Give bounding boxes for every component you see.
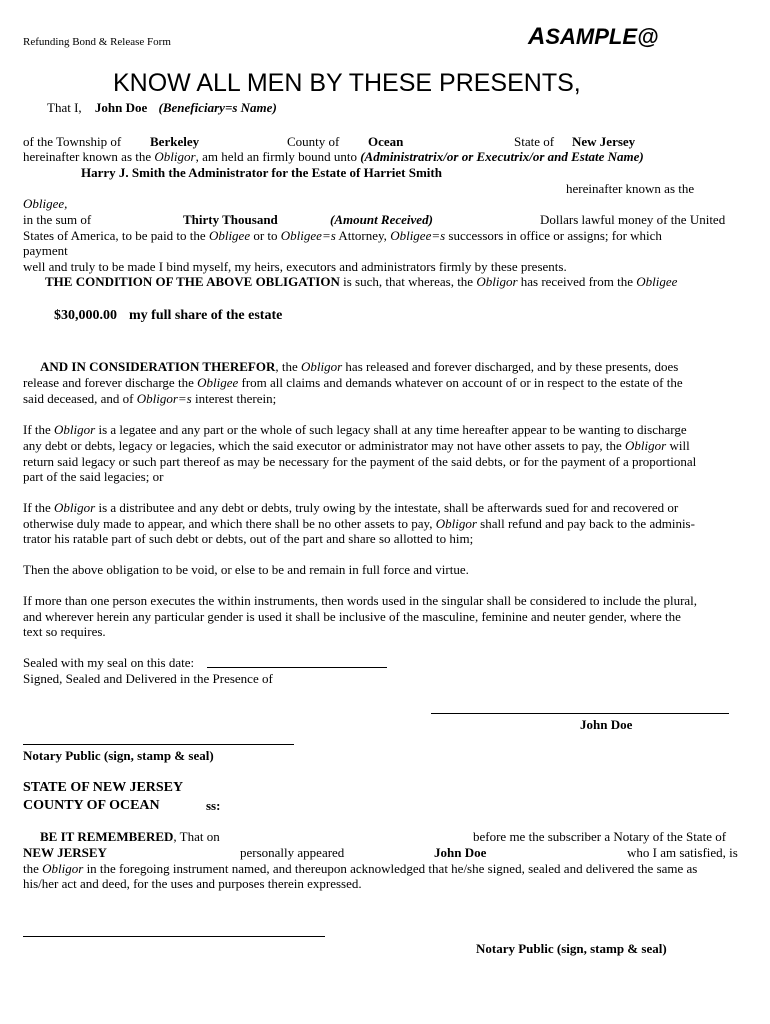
- distributee-line-3: trator his ratable part of such debt or debts, out of the part and share so allotted to him;: [23, 531, 474, 546]
- form-name: Refunding Bond & Release Form: [23, 36, 171, 48]
- beneficiary-hint: (Beneficiary=s Name): [158, 100, 277, 115]
- distributee-l2a: otherwise duly made to appear, and which there shall be no other assets to pay,: [23, 516, 436, 531]
- states-line-p1: States of America, to be paid to the: [23, 228, 209, 243]
- obligor-signature-line[interactable]: [431, 713, 729, 714]
- received-amount: $30,000.00: [54, 308, 117, 323]
- distributee-l1b: is a distributee and any debt or debts, truly owing by the intestate, shall be afterwards sued for and recovered or: [95, 500, 679, 515]
- sum-suffix: Dollars lawful money of the United: [540, 212, 726, 227]
- obligee-term: Obligee: [197, 375, 239, 390]
- consideration-p2: has released and forever discharged, and by these presents, does: [342, 359, 679, 374]
- state-value: New Jersey: [572, 134, 636, 149]
- witness-notary-label: Notary Public (sign, stamp & seal): [23, 748, 214, 763]
- received-line: [54, 308, 282, 324]
- legatee-l1b: is a legatee and any part or the whole of such legacy shall at any time hereafter appear to be wanting to discharge: [95, 422, 687, 437]
- legatee-l2b: will: [666, 438, 690, 453]
- ack-state: NEW JERSEY: [23, 845, 107, 860]
- witness-signature-line[interactable]: [23, 744, 294, 745]
- ack-heading: BE IT REMEMBERED: [40, 829, 174, 844]
- consideration-l2b: from all claims and demands whatever on account of or in respect to the estate of the: [238, 375, 683, 390]
- consideration-line-3: [23, 391, 276, 407]
- obligor-term: Obligor: [54, 500, 96, 515]
- ack-p1: , That on: [173, 829, 220, 844]
- county-label: County of: [287, 134, 340, 149]
- obligor-line-middle: , am held an firmly bound unto: [195, 149, 361, 164]
- distributee-line-2: [23, 516, 695, 532]
- legatee-l1a: If the: [23, 422, 55, 437]
- final-notary-label: Notary Public (sign, stamp & seal): [476, 941, 667, 956]
- received-description: my full share of the estate: [129, 308, 283, 323]
- administrator-name: Harry J. Smith the Administrator for the Estate of Harriet Smith: [81, 165, 442, 180]
- ack-line-4: his/her act and deed, for the uses and purposes therein expressed.: [23, 876, 362, 891]
- ack-appeared: personally appeared: [240, 845, 345, 860]
- condition-p2: has received from the: [517, 274, 637, 289]
- sum-label: in the sum of: [23, 212, 92, 227]
- venue-state: STATE OF NEW JERSEY: [23, 780, 184, 795]
- consideration-p1: , the: [275, 359, 301, 374]
- ack-line-1: [40, 829, 220, 845]
- sample-mark-a: A: [528, 23, 546, 50]
- condition-line: [45, 274, 677, 290]
- obligor-possessive-term: Obligor=s: [136, 391, 192, 406]
- plural-line-1: If more than one person executes the within instruments, then words used in the singular shall be considered to include the plural,: [23, 593, 698, 608]
- obligee-possessive-term: Obligee=s: [390, 228, 446, 243]
- states-line-p3: Attorney,: [335, 228, 391, 243]
- document-title: KNOW ALL MEN BY THESE PRESENTS,: [113, 69, 581, 97]
- signer-name: John Doe: [580, 717, 633, 732]
- township-label: of the Township of: [23, 134, 122, 149]
- consideration-l2a: release and forever discharge the: [23, 375, 198, 390]
- obligor-term: Obligor: [42, 861, 84, 876]
- states-line: [23, 228, 662, 244]
- administrator-hint: (Administratrix/or or Executrix/or and Estate Name): [360, 149, 644, 164]
- ack-satisfied: who I am satisfied, is: [627, 845, 738, 860]
- obligee-word: Obligee,: [23, 196, 68, 211]
- states-line-p2: or to: [250, 228, 281, 243]
- bind-clause: well and truly to be made I bind myself, my heirs, executors and administrators firmly by these presents.: [23, 259, 567, 274]
- consideration-heading: AND IN CONSIDERATION THEREFOR: [40, 359, 276, 374]
- sealed-date-field[interactable]: [207, 667, 387, 668]
- legatee-line-1: [23, 422, 687, 438]
- venue-ss: ss:: [206, 798, 221, 813]
- legatee-line-3: return said legacy or such part thereof as may be necessary for the payment of the said debts, or for the payment of a proportional: [23, 454, 697, 469]
- intro-line: [47, 100, 277, 116]
- township-value: Berkeley: [150, 134, 200, 149]
- notary-signature-line[interactable]: [23, 936, 325, 937]
- obligee-possessive-term: Obligee=s: [280, 228, 336, 243]
- distributee-l1a: If the: [23, 500, 55, 515]
- ack-notary-of-state: before me the subscriber a Notary of the State of: [473, 829, 727, 844]
- venue-county: COUNTY OF OCEAN: [23, 798, 160, 813]
- state-label: State of: [514, 134, 555, 149]
- obligor-term: Obligor: [154, 149, 196, 164]
- condition-p1: is such, that whereas, the: [339, 274, 477, 289]
- states-line-p4: successors in office or assigns; for which: [445, 228, 662, 243]
- obligor-term: Obligor: [625, 438, 667, 453]
- intro-that-i: That I,: [47, 100, 82, 115]
- condition-heading: THE CONDITION OF THE ABOVE OBLIGATION: [45, 274, 340, 289]
- beneficiary-name: John Doe: [94, 100, 148, 115]
- county-value: Ocean: [368, 134, 404, 149]
- obligor-line-prefix: hereinafter known as the: [23, 149, 155, 164]
- consideration-l3a: said deceased, and of: [23, 391, 137, 406]
- payment-word: payment: [23, 243, 68, 258]
- obligor-term: Obligor: [435, 516, 477, 531]
- plural-line-2: and wherever herein any particular gender is used it shall be inclusive of the masculine, feminine and neuter gender, where the: [23, 609, 681, 624]
- ack-name: John Doe: [434, 845, 487, 860]
- sample-mark-rest: SAMPLE@: [545, 24, 659, 49]
- ack-l3b: in the foregoing instrument named, and thereupon acknowledged that he/she signed, sealed and delivered the same as: [83, 861, 698, 876]
- legatee-line-4: part of the said legacies; or: [23, 469, 164, 484]
- plural-line-3: text so requires.: [23, 624, 106, 639]
- sample-watermark: [528, 24, 658, 50]
- obligee-term: Obligee: [636, 274, 678, 289]
- sealed-date-label: Sealed with my seal on this date:: [23, 655, 195, 670]
- signed-presence-label: Signed, Sealed and Delivered in the Presence of: [23, 671, 273, 686]
- consideration-l3b: interest therein;: [191, 391, 277, 406]
- obligor-term: Obligor: [476, 274, 518, 289]
- ack-line-3: [23, 861, 697, 877]
- sum-hint: (Amount Received): [330, 212, 433, 227]
- distributee-l2b: shall refund and pay back to the adminis-: [476, 516, 695, 531]
- distributee-line-1: [23, 500, 678, 516]
- void-clause: Then the above obligation to be void, or else to be and remain in full force and virtue.: [23, 562, 469, 577]
- obligor-term: Obligor: [301, 359, 343, 374]
- obligor-line: [23, 149, 644, 165]
- obligee-known-label: hereinafter known as the: [566, 181, 695, 196]
- consideration-line-2: [23, 375, 683, 391]
- obligee-term: Obligee: [208, 228, 251, 243]
- sum-amount-words: Thirty Thousand: [183, 212, 278, 227]
- ack-l3a: the: [23, 861, 43, 876]
- obligor-term: Obligor: [54, 422, 96, 437]
- legatee-l2a: any debt or debts, legacy or legacies, which the said executor or administrator may not have other assets to pay, the: [23, 438, 626, 453]
- legatee-line-2: [23, 438, 690, 454]
- consideration-line-1: [40, 359, 678, 375]
